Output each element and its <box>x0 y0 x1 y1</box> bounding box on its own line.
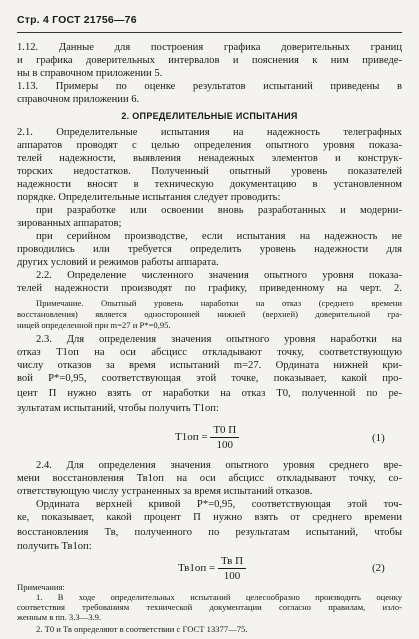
text-line: зультатам испытаний, чтобы получить Т1оп: <box>17 403 219 414</box>
text-line: вой P*=0,95, соответствующая этой точке, показывает, какой про- <box>17 373 402 384</box>
text-line: 1.12. Данные для построения графика доверительных границ <box>17 42 402 53</box>
text-line: цент П нужно взять от наработки на отказ Т0, полученной по ре- <box>17 388 402 399</box>
text-line: получить Тв1оп: <box>17 541 92 552</box>
formula-2-fraction <box>218 555 246 582</box>
formula-1 <box>175 424 239 451</box>
text-line: справочном приложении 6. <box>17 94 140 105</box>
text-line: ке, показывает, какой процент П нужно взять от среднего времени <box>17 512 402 523</box>
text-line: 2.1. Определительные испытания на надежность телеграфных <box>17 127 402 138</box>
text-line: отказ Т1оп на оси абсцисс откладывают точку, соответствующую <box>17 347 402 358</box>
formula-2 <box>178 555 246 582</box>
text-line: зированных аппаратов; <box>17 218 122 229</box>
formula-2-number: (2) <box>372 562 385 574</box>
text-line: и графика доверительных интервалов и пояснения к ним приведе- <box>17 55 402 66</box>
text-line: 2.2. Определение численного значения опытного уровня показа- <box>36 270 402 281</box>
formula-1-lhs: Т1оп = <box>175 431 208 444</box>
formula-1-fraction <box>210 424 239 451</box>
text-line: других условий и режимов работы аппарата. <box>17 257 219 268</box>
formula-1-denominator: 100 <box>216 439 234 451</box>
note-line: 2. Т0 и Тв определяют в соответствии с ГОСТ 13377—75. <box>36 624 248 634</box>
text-line: ответствующую числу устраненных за время испытаний отказов. <box>17 486 313 497</box>
text-line: 2.3. Для определения значения опытного уровня наработки на <box>36 334 402 345</box>
text-line: Ордината верхней кривой P*=0,95, соответствующая этой точ- <box>36 499 402 510</box>
text-line: телей надежности, выявления ненадежных элементов и конструк- <box>17 153 402 164</box>
text-line: порядке. Определительные испытания следует проводить: <box>17 192 281 203</box>
text-line: при разработке или освоении вновь разработанных и модерни- <box>36 205 402 216</box>
text-line: телей надежности производят по графику, приведенному на черт. 2. <box>17 283 402 294</box>
text-line: 2.4. Для определения значения опытного уровня среднего вре- <box>36 460 402 471</box>
text-line: надежности вносят в техническую документацию в установленном <box>17 179 402 190</box>
formula-2-denominator: 100 <box>223 570 241 582</box>
note-line: соответствия требованиям технической документации согласно правилам, изло- <box>17 602 402 612</box>
formula-1-numerator: Т0 П <box>210 424 239 438</box>
note-line: 1. В ходе определительных испытаний целесообразно производить оценку <box>36 592 402 602</box>
note-line: ницей определенной при m=27 и P*=0,95. <box>17 320 171 330</box>
formula-2-numerator: Тв П <box>218 555 246 569</box>
text-line: при серийном производстве, если испытания на надежность не <box>36 231 402 242</box>
note-line: женным в пп. 3.3—3.9. <box>17 612 102 622</box>
text-line: мени восстановления Тв1оп на оси абсцисс откладывают точку, со- <box>17 473 402 484</box>
text-line: числу отказов за время испытаний m=27. Ордината нижней кри- <box>17 360 402 371</box>
note-line: Примечание. Опытный уровень наработки на отказ (среднего времени <box>36 298 402 308</box>
text-line: 1.13. Примеры по оценке результатов испытаний приведены в <box>17 81 402 92</box>
formula-2-lhs: Тв1оп = <box>178 562 216 575</box>
text-line: ны в справочном приложении 5. <box>17 68 163 79</box>
note-line: восстановления) является односторонней нижней (верхней) доверительной гра- <box>17 309 402 319</box>
text-line: торских недостатков. Полученный опытный уровень показателей <box>17 166 402 177</box>
section-title: 2. ОПРЕДЕЛИТЕЛЬНЫЕ ИСПЫТАНИЯ <box>121 111 298 121</box>
header-rule <box>17 32 402 33</box>
text-line: аппаратов проводят с целью определения опытного уровня показа- <box>17 140 402 151</box>
notes-heading: Примечания: <box>17 582 65 592</box>
text-line: восстановления Тв, полученного по результатам испытаний, чтобы <box>17 527 402 538</box>
formula-1-number: (1) <box>372 432 385 444</box>
page-header: Стр. 4 ГОСТ 21756—76 <box>17 14 137 26</box>
text-line: проводились или требуется определить уровень надежности для <box>17 244 402 255</box>
